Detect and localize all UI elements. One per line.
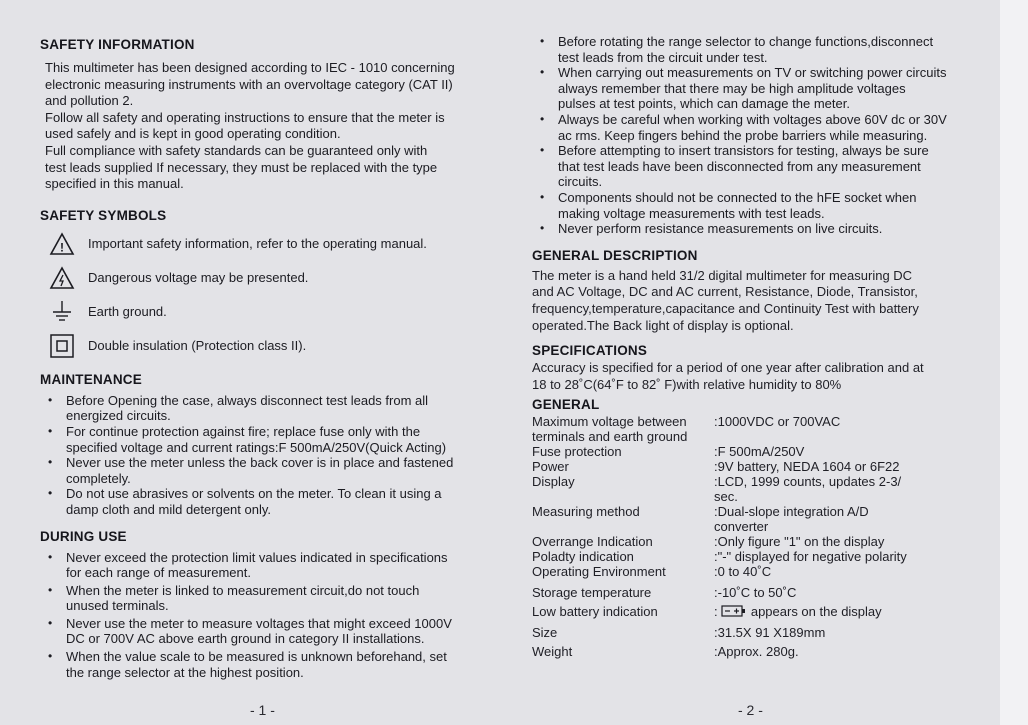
during-use-heading: DURING USE bbox=[40, 528, 127, 544]
spec-value: :LCD, 1999 counts, updates 2-3/ sec. bbox=[714, 474, 902, 505]
text-line: test leads supplied If necessary, they must be replaced with the type bbox=[45, 159, 438, 175]
spec-key: Fuse protection bbox=[532, 444, 622, 460]
earth-ground-icon bbox=[40, 299, 84, 325]
spec-key: Poladty indication bbox=[532, 549, 634, 565]
spec-key: Storage temperature bbox=[532, 585, 652, 601]
text-line: This multimeter has been designed according to IEC - 1010 concerning bbox=[45, 60, 455, 75]
list-item: • Never use the meter unless the back cover is in place and fastened completely. bbox=[40, 455, 510, 486]
spec-value: :-10˚C to 50˚C bbox=[714, 585, 797, 601]
text-line: 18 to 28˚C(64˚F to 82˚ F)with relative humidity to 80% bbox=[532, 376, 842, 392]
text-line: specified in this manual. bbox=[45, 176, 184, 192]
sheet-edge bbox=[1000, 0, 1028, 725]
symbol-row bbox=[40, 295, 510, 329]
spec-key: Display bbox=[532, 474, 575, 490]
general-spec-table bbox=[532, 414, 994, 659]
text-line: electronic measuring instruments with an overvoltage category (CAT II) bbox=[45, 76, 453, 92]
list-item: • Before Opening the case, always disconnect test leads from all energized circuits. bbox=[40, 393, 510, 424]
warning-triangle-icon bbox=[40, 232, 84, 256]
safety-information-text bbox=[40, 60, 510, 193]
spec-key: Operating Environment bbox=[532, 564, 666, 580]
general-heading: GENERAL bbox=[532, 397, 600, 413]
maintenance-heading: MAINTENANCE bbox=[40, 371, 142, 387]
double-insulation-icon bbox=[40, 333, 84, 359]
spec-key: Maximum voltage between terminals and earth ground bbox=[532, 414, 688, 445]
spec-key: Measuring method bbox=[532, 504, 640, 520]
text-line: used safely and is kept in good operating condition. bbox=[45, 126, 341, 142]
page-2 bbox=[532, 34, 994, 659]
battery-icon bbox=[721, 604, 747, 621]
list-item: • Before attempting to insert transistors for testing, always be sure that test leads have been disconnected from any measurement circuits. bbox=[532, 143, 994, 190]
text-line: Accuracy is specified for a period of one year after calibration and at bbox=[532, 360, 924, 376]
spec-value: :Approx. 280g. bbox=[714, 644, 799, 660]
general-description-text bbox=[532, 268, 994, 334]
spec-key: Power bbox=[532, 459, 569, 475]
symbol-description: Important safety information, refer to the operating manual. bbox=[88, 236, 427, 252]
page-number-1: - 1 - bbox=[250, 702, 275, 718]
spec-key: Size bbox=[532, 625, 558, 641]
symbol-row bbox=[40, 329, 510, 363]
safety-symbols-list bbox=[40, 227, 510, 363]
general-description-heading: GENERAL DESCRIPTION bbox=[532, 247, 698, 263]
symbol-description: Earth ground. bbox=[88, 304, 167, 320]
spec-value: :1000VDC or 700VAC bbox=[714, 414, 841, 430]
symbol-description: Double insulation (Protection class II). bbox=[88, 338, 307, 354]
spec-value: :Dual-slope integration A/D converter bbox=[714, 504, 869, 535]
spec-key: Weight bbox=[532, 644, 573, 660]
list-item: • Components should not be connected to the hFE socket when making voltage measurements with test leads. bbox=[532, 190, 994, 221]
spec-value: :31.5X 91 X189mm bbox=[714, 625, 826, 641]
maintenance-list bbox=[40, 393, 510, 518]
spec-value: :"-" displayed for negative polarity bbox=[714, 549, 907, 565]
during-use-continued-list bbox=[532, 34, 994, 237]
text-line: and AC Voltage, DC and AC current, Resistance, Diode, Transistor, bbox=[532, 284, 918, 300]
specifications-text bbox=[532, 360, 994, 393]
list-item: • For continue protection against fire; replace fuse only with the specified voltage and current ratings:F 500mA/250V(Quick Acting) bbox=[40, 424, 510, 455]
specifications-heading: SPECIFICATIONS bbox=[532, 343, 648, 359]
svg-text:!: ! bbox=[60, 240, 64, 255]
page-1 bbox=[40, 36, 510, 680]
page-number-2: - 2 - bbox=[738, 702, 763, 718]
text-line: operated.The Back light of display is optional. bbox=[532, 317, 794, 333]
safety-symbols-heading: SAFETY SYMBOLS bbox=[40, 207, 167, 223]
text-line: Full compliance with safety standards can be guaranteed only with bbox=[45, 142, 428, 158]
list-item: • Always be careful when working with voltages above 60V dc or 30V ac rms. Keep fingers behind the probe barriers while measuring. bbox=[532, 112, 994, 143]
list-item: • When carrying out measurements on TV or switching power circuits always remember that there may be high amplitude voltages pulses at test points, which can damage the meter. bbox=[532, 65, 994, 112]
list-item: • Never use the meter to measure voltages that might exceed 1000V DC or 700V AC above earth ground in category II installations. bbox=[40, 616, 510, 647]
spec-key: Overrange Indication bbox=[532, 534, 653, 550]
symbol-row bbox=[40, 261, 510, 295]
text-line: and pollution 2. bbox=[45, 93, 134, 109]
spec-value: :Only figure "1" on the display bbox=[714, 534, 885, 550]
symbol-row bbox=[40, 227, 510, 261]
list-item: • When the meter is linked to measurement circuit,do not touch unused terminals. bbox=[40, 583, 510, 614]
list-item: • Never exceed the protection limit values indicated in specifications for each range of measurement. bbox=[40, 550, 510, 581]
symbol-description: Dangerous voltage may be presented. bbox=[88, 270, 309, 286]
spec-value: :0 to 40˚C bbox=[714, 564, 772, 580]
spec-value: :9V battery, NEDA 1604 or 6F22 bbox=[714, 459, 900, 475]
text-line: Follow all safety and operating instructions to ensure that the meter is bbox=[45, 109, 445, 125]
spec-value: : appears on the display bbox=[714, 604, 994, 621]
list-item: • Do not use abrasives or solvents on the meter. To clean it using a damp cloth and mild detergent only. bbox=[40, 486, 510, 517]
high-voltage-icon bbox=[40, 266, 84, 290]
text-line: frequency,temperature,capacitance and Continuity Test with battery bbox=[532, 300, 919, 316]
text-line: The meter is a hand held 31/2 digital multimeter for measuring DC bbox=[532, 267, 913, 283]
list-item: • When the value scale to be measured is unknown beforehand, set the range selector at the highest position. bbox=[40, 649, 510, 680]
list-item: • Never perform resistance measurements on live circuits. bbox=[532, 221, 994, 237]
spec-value: :F 500mA/250V bbox=[714, 444, 805, 460]
during-use-list bbox=[40, 550, 510, 681]
list-item: • Before rotating the range selector to change functions,disconnect test leads from the circuit under test. bbox=[532, 34, 994, 65]
spec-key: Low battery indication bbox=[532, 604, 658, 620]
safety-information-heading: SAFETY INFORMATION bbox=[40, 37, 195, 52]
